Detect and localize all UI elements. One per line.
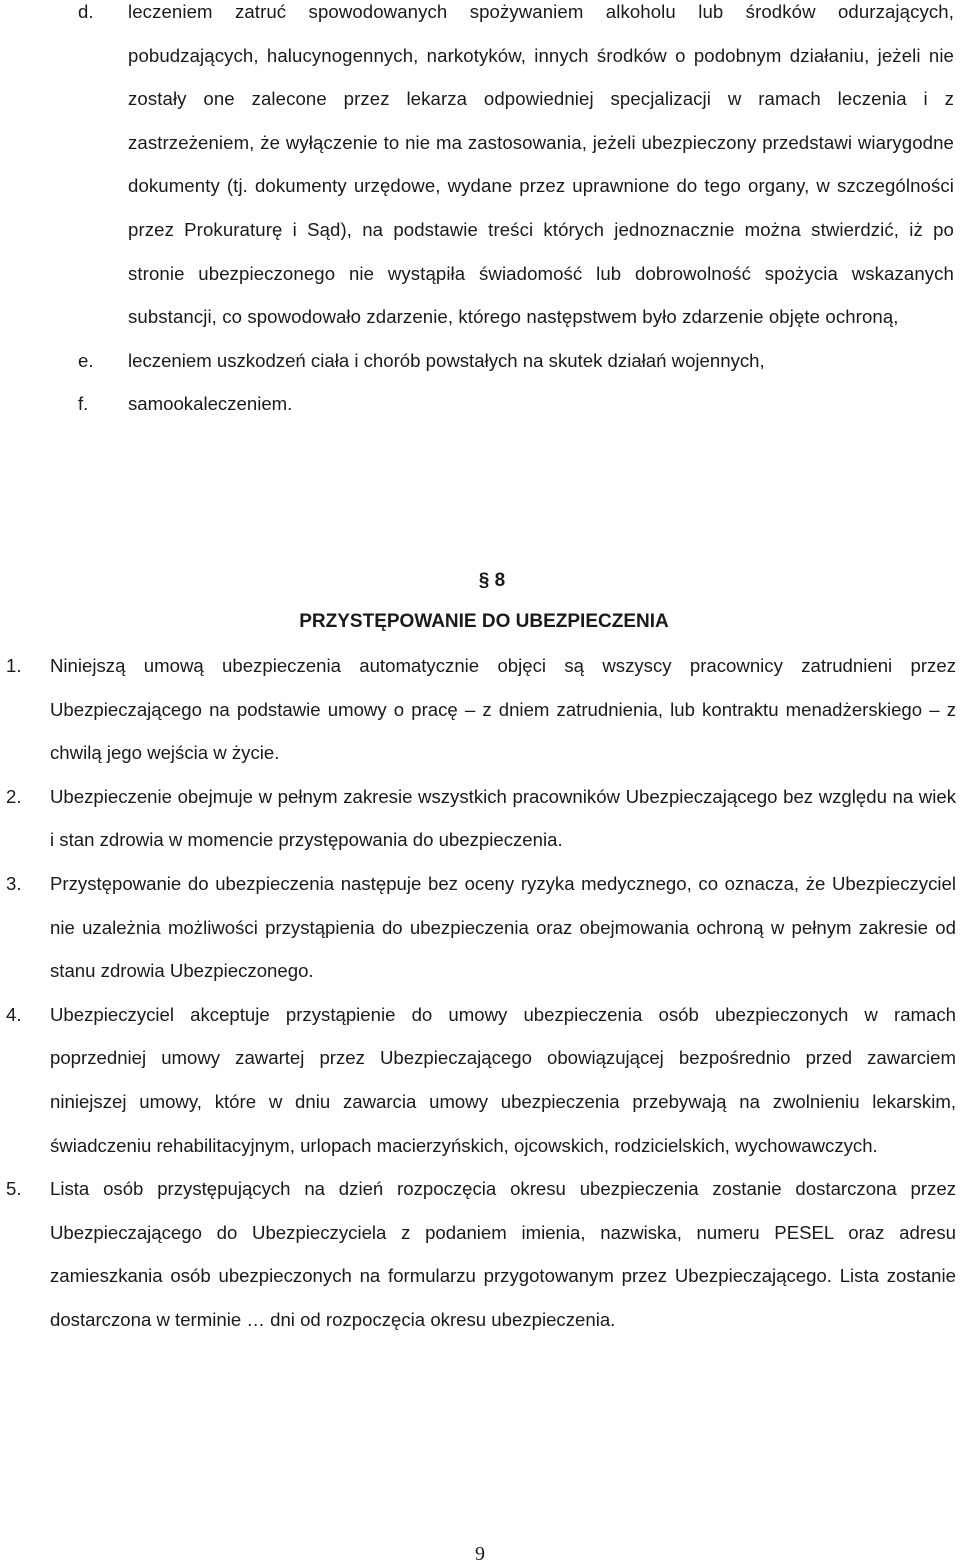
list-item-text: Przystępowanie do ubezpieczenia następuje bez oceny ryzyka medycznego, co oznacza, że Ubezpieczyciel nie uzależnia możliwości przystąpienia do ubezpieczenia oraz obejmowania ochroną w pełnym zakresie od stanu zdrowia Ubezpieczonego. xyxy=(50,872,956,982)
list-marker: 2. xyxy=(6,785,22,807)
numbered-item-1 xyxy=(0,644,960,775)
list-marker: f. xyxy=(78,393,89,415)
numbered-item-3 xyxy=(0,862,960,993)
list-item-text: leczeniem uszkodzeń ciała i chorób powstałych na skutek działań wojennych, xyxy=(128,349,765,371)
list-marker: 3. xyxy=(6,872,22,894)
list-item-text: Niniejszą umową ubezpieczenia automatycznie objęci są wszyscy pracownicy zatrudnieni przez Ubezpieczającego na podstawie umowy o pracę – z dniem zatrudnienia, lub kontraktu menadżerskiego – z chwilą jego wejścia w życie. xyxy=(50,655,956,764)
list-marker: 1. xyxy=(6,655,22,676)
list-marker: 4. xyxy=(6,1003,22,1025)
page-number: 9 xyxy=(475,1543,485,1565)
list-item-e xyxy=(0,339,960,383)
numbered-item-4 xyxy=(0,993,960,1167)
list-item-text: leczeniem zatruć spowodowanych spożywaniem alkoholu lub środków odurzających, pobudzających, halucynogennych, narkotyków, innych środków o podobnym działaniu, jeżeli nie zostały one zalecone przez lekarza odpowiedniej specjalizacji w ramach leczenia i z zastrzeżeniem, że wyłączenie to nie ma zastosowania, jeżeli ubezpieczony przedstawi wiarygodne dokumenty (tj. dokumenty urzędowe, wydane przez uprawnione do tego organy, w szczególności przez Prokuraturę i Sąd), na podstawie treści których jednoznacznie można stwierdzić, iż po stronie ubezpieczonego nie wystąpiła świadomość lub dobrowolność spożycia wskazanych substancji, co spowodowało zdarzenie, którego następstwem było zdarzenie objęte ochroną, xyxy=(128,1,954,328)
section-heading xyxy=(0,560,960,642)
list-marker: 5. xyxy=(6,1178,22,1200)
section-title: PRZYSTĘPOWANIE DO UBEZPIECZENIA xyxy=(299,611,669,632)
section-number: § 8 xyxy=(478,570,506,591)
list-item-text: samookaleczeniem. xyxy=(128,393,293,415)
list-item-d xyxy=(0,0,960,339)
numbered-list xyxy=(0,644,960,1342)
list-item-f xyxy=(0,382,960,426)
lettered-list xyxy=(0,0,960,426)
list-marker: e. xyxy=(78,349,94,371)
list-item-text: Lista osób przystępujących na dzień rozpoczęcia okresu ubezpieczenia zostanie dostarczona przez Ubezpieczającego do Ubezpieczyciela z podaniem imienia, nazwiska, numeru PESEL oraz adresu zamieszkania osób ubezpieczonych na formularzu przygotowanym przez Ubezpieczającego. Lista zostanie dostarczona w terminie … dni od rozpoczęcia okresu ubezpieczenia. xyxy=(50,1178,956,1330)
list-marker: d. xyxy=(78,1,94,22)
numbered-item-2 xyxy=(0,775,960,862)
list-item-text: Ubezpieczyciel akceptuje przystąpienie do umowy ubezpieczenia osób ubezpieczonych w ramach poprzedniej umowy zawartej przez Ubezpieczającego obowiązującej bezpośrednio przed zawarciem niniejszej umowy, które w dniu zawarcia umowy ubezpieczenia przebywają na zwolnieniu lekarskim, świadczeniu rehabilitacyjnym, urlopach macierzyńskich, ojcowskich, rodzicielskich, wychowawczych. xyxy=(50,1003,956,1156)
numbered-item-5 xyxy=(0,1167,960,1341)
list-item-text: Ubezpieczenie obejmuje w pełnym zakresie wszystkich pracowników Ubezpieczającego bez względu na wiek i stan zdrowia w momencie przystępowania do ubezpieczenia. xyxy=(50,785,956,851)
